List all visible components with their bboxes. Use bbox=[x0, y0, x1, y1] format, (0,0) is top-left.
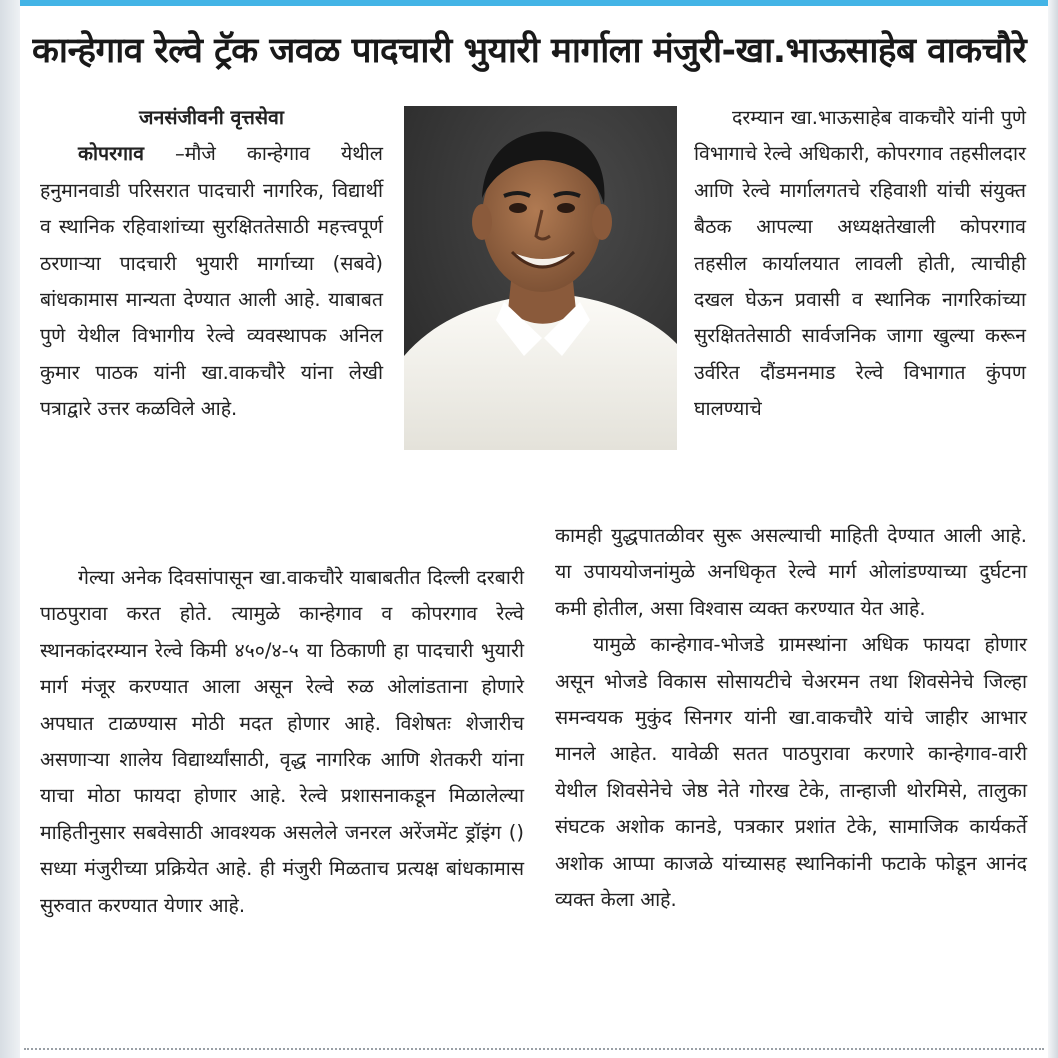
left-border bbox=[0, 0, 20, 1058]
portrait-photo bbox=[404, 106, 677, 450]
right-border bbox=[1048, 0, 1058, 1058]
paragraph-3-part-2: कामही युद्धपातळीवर सुरू असल्याची माहिती देण्यात आली आहे. या उपाययोजनांमुळे अनधिकृत रेल्वे मार्ग ओलांडण्याच्या दुर्घटना कमी होतील, असा विश्वास व्यक्त करण्यात येत आहे. bbox=[555, 524, 1027, 620]
headline: कान्हेगाव रेल्वे ट्रॅक जवळ पादचारी भुयारी मार्गाला मंजुरी-खा.भाऊसाहेब वाकचौरे bbox=[32, 31, 1027, 71]
paragraph-2: गेल्या अनेक दिवसांपासून खा.वाकचौरे याबाबतीत दिल्ली दरबारी पाठपुरावा करत होते. त्यामुळे कान्हेगाव व कोपरगाव रेल्वे स्थानकांदरम्यान रेल्वे किमी ४५०/४-५ या ठिकाणी हा पादचारी भुयारी मार्ग मंजूर करण्यात आला असून रेल्वे रुळ ओलांडताना होणारे अपघात टाळण्यास मोठी मदत होणार आहे. विशेषतः शेजारीच असणाऱ्या शालेय विद्यार्थ्यांसाठी, वृद्ध नागरिक आणि शेतकरी यांना याचा मोठा फायदा होणार आहे. रेल्वे प्रशासनाकडून मिळालेल्या माहितीनुसार सबवेसाठी आवश्यक असलेले जनरल अरेंजमेंट ड्रॉइंग () सध्या मंजुरीच्या प्रक्रियेत आहे. ही मंजुरी मिळताच प्रत्यक्ष बांधकामास सुरुवात करण्यात येणार आहे. bbox=[40, 566, 524, 917]
column-left-lower bbox=[40, 560, 524, 924]
column-right-lower bbox=[555, 518, 1027, 918]
dateline: कोपरगाव bbox=[78, 142, 144, 166]
bottom-dotted-divider bbox=[24, 1048, 1044, 1050]
paragraph-1 bbox=[40, 136, 383, 427]
paragraph-4: यामुळे कान्हेगाव-भोजडे ग्रामस्थांना अधिक फायदा होणार असून भोजडे विकास सोसायटीचे चेअरमन तथा शिवसेनेचे जिल्हा समन्वयक मुकुंद सिनगर यांनी खा.वाकचौरे यांचे जाहीर आभार मानले आहेत. यावेळी सतत पाठपुरावा करणारे कान्हेगाव-वारी येथील शिवसेनेचे जेष्ठ नेते गोरख टेके, तान्हाजी थोरमिसे, तालुका संघटक अशोक कानडे, पत्रकार प्रशांत टेके, सामाजिक कार्यकर्ते अशोक आप्पा काजळे यांच्यासह स्थानिकांनी फटाके फोडून आनंद व्यक्त केला आहे. bbox=[555, 633, 1027, 912]
column-left-upper bbox=[40, 100, 383, 428]
paragraph-3-part-1: दरम्यान खा.भाऊसाहेब वाकचौरे यांनी पुणे विभागाचे रेल्वे अधिकारी, कोपरगाव तहसीलदार आणि रेल्वे मार्गालगतचे रहिवाशी यांची संयुक्त बैठक आपल्या अध्यक्षतेखाली कोपरगाव तहसील कार्यालयात लावली होती, त्याचीही दखल घेऊन प्रवासी व स्थानिक नागरिकांच्या सुरक्षिततेसाठी सार्वजनिक जागा खुल्या करून उर्वरित दौंडमनमाड रेल्वे विभागात कुंपण घालण्याचे bbox=[694, 106, 1026, 421]
portrait-illustration bbox=[404, 106, 677, 450]
column-right-upper bbox=[694, 100, 1026, 428]
paragraph-1-body: –मौजे कान्हेगाव येथील हनुमानवाडी परिसरात पादचारी नागरिक, विद्यार्थी व स्थानिक रहिवाशांच्या सुरक्षिततेसाठी महत्त्वपूर्ण ठरणाऱ्या पादचारी भुयारी मार्गाच्या (सबवे) बांधकामास मान्यता देण्यात आली आहे. याबाबत पुणे येथील विभागीय रेल्वे व्यवस्थापक अनिल कुमार पाठक यांनी खा.वाकचौरे यांना लेखी पत्राद्वारे उत्तर कळविले आहे. bbox=[40, 142, 383, 421]
byline: जनसंजीवनी वृत्तसेवा bbox=[139, 106, 284, 129]
top-accent-bar bbox=[20, 0, 1048, 6]
